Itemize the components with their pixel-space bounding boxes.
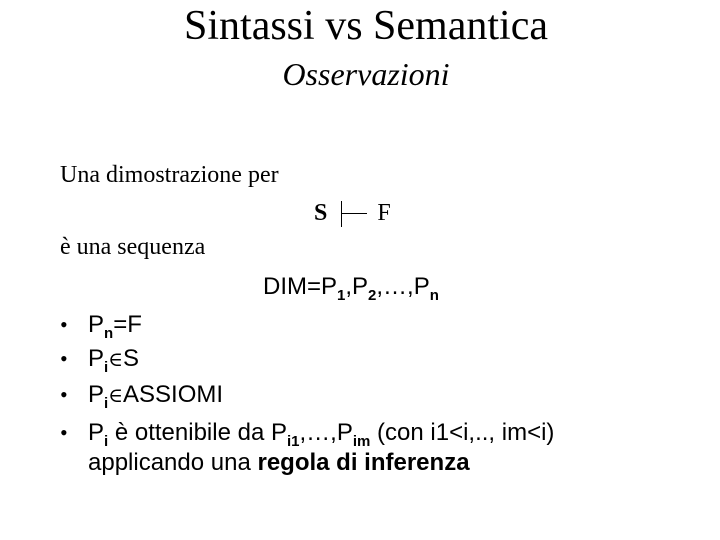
- turnstile-expression: [314, 198, 391, 228]
- bullet-pi-s: [88, 344, 139, 374]
- bullet-p: P: [88, 419, 105, 446]
- element-of-icon: ∈: [108, 347, 123, 371]
- line2-plain: applicando una: [88, 449, 258, 476]
- dim-sub-2: 2: [368, 287, 377, 304]
- bullet-sub-i1: i1: [286, 433, 300, 450]
- sequence-intro: è una sequenza: [60, 234, 206, 260]
- dim-ellipsis: ,…,P: [376, 273, 430, 300]
- set-s: S: [314, 200, 328, 226]
- bullet-sub: i: [104, 433, 109, 450]
- bullet-sub: n: [104, 325, 114, 342]
- dim-definition: [263, 272, 439, 302]
- bullet-pi-assiomi: [88, 380, 223, 410]
- intro-line: Una dimostrazione per: [60, 162, 279, 188]
- bullet-icon: •: [60, 312, 68, 337]
- bullet-icon: •: [60, 382, 68, 407]
- inference-rule-text: regola di inferenza: [257, 449, 470, 476]
- bullet-sub-im: im: [352, 433, 371, 450]
- dim-sub-n: n: [429, 287, 439, 304]
- dim-sep: ,P: [345, 273, 369, 300]
- dim-prefix: DIM=P: [263, 273, 338, 300]
- element-of-icon: ∈: [108, 383, 123, 407]
- bullet-sub: i: [104, 395, 109, 412]
- bullet-rest: S: [123, 345, 140, 372]
- bullet-icon: •: [60, 420, 68, 445]
- dim-sub-1: 1: [337, 287, 346, 304]
- bullet-derivation-line2: [88, 448, 470, 478]
- bullet-icon: •: [60, 346, 68, 371]
- bullet-p: P: [88, 345, 105, 372]
- bullet-tail: (con i1<i,.., im<i): [370, 419, 555, 446]
- slide-title: Sintassi vs Semantica: [184, 3, 548, 49]
- bullet-pn: [88, 310, 142, 340]
- bullet-mid: è ottenibile da P: [108, 419, 287, 446]
- bullet-sub: i: [104, 359, 109, 376]
- bullet-p: P: [88, 311, 105, 338]
- bullet-rest: ASSIOMI: [123, 381, 224, 408]
- formula-f: F: [377, 200, 391, 226]
- bullet-pi-derivation: [88, 418, 554, 448]
- bullet-p: P: [88, 381, 105, 408]
- bullet-rest: =F: [113, 311, 142, 338]
- slide-subtitle: Osservazioni: [282, 56, 450, 92]
- turnstile-icon: [327, 198, 377, 228]
- bullet-mid2: ,…,P: [299, 419, 353, 446]
